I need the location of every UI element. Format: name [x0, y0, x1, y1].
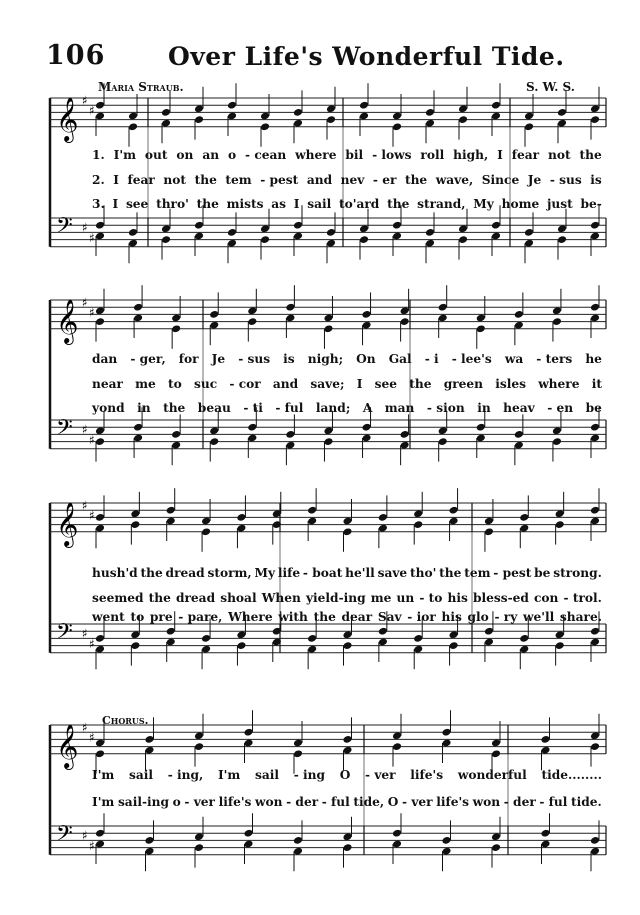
- lyric-syllable: tem: [225, 173, 252, 187]
- lyric-syllable: seemed: [92, 591, 144, 605]
- lyric-syllable: near: [92, 377, 123, 391]
- lyric-syllable: glo: [467, 610, 489, 624]
- lyric-syllable: me: [370, 591, 392, 605]
- treble-clef-icon: 𝄞: [56, 501, 79, 546]
- lyric-syllable: dear: [341, 610, 373, 624]
- lyric-syllable: where: [295, 148, 337, 162]
- lyric-syllable: - en: [547, 401, 574, 415]
- chorus-label: Chorus.: [102, 714, 149, 727]
- lyric-line: [92, 795, 602, 813]
- treble-clef-icon: 𝄞: [56, 723, 79, 768]
- lyric-syllable: - trol.: [563, 591, 602, 605]
- lyric-syllable: o: [172, 795, 181, 809]
- lyric-syllable: he'll: [345, 566, 375, 580]
- key-signature-icon: ♯: [82, 626, 88, 641]
- lyric-syllable: he: [585, 352, 602, 366]
- lyric-syllable: sail: [129, 768, 154, 782]
- lyric-syllable: - lows: [372, 148, 412, 162]
- lyric-syllable: sail-ing: [117, 795, 170, 809]
- hymn-title: Over Life's Wonderful Tide.: [168, 42, 565, 71]
- lyric-syllable: high,: [453, 148, 489, 162]
- lyric-syllable: pre: [149, 610, 173, 624]
- lyric-syllable: it: [591, 377, 602, 391]
- key-signature-icon: ♯: [82, 220, 88, 235]
- lyric-syllable: - pest: [260, 173, 299, 187]
- lyric-syllable: I: [112, 197, 119, 211]
- lyric-syllable: yond: [92, 401, 125, 415]
- lyric-syllable: as: [271, 197, 286, 211]
- lyric-syllable: we'll: [522, 610, 555, 624]
- lyric-syllable: heav: [503, 401, 535, 415]
- lyric-syllable: in: [137, 401, 151, 415]
- lyric-syllable: the: [404, 173, 428, 187]
- lyric-syllable: me: [135, 377, 156, 391]
- lyric-syllable: - ti: [243, 401, 263, 415]
- lyric-syllable: - pest: [493, 566, 532, 580]
- lyric-syllable: his: [441, 610, 462, 624]
- lyric-line: [92, 768, 602, 786]
- key-signature-icon: ♯: [89, 730, 95, 745]
- lyric-syllable: - lee's: [451, 352, 492, 366]
- lyric-syllable: - ful: [275, 401, 304, 415]
- lyric-syllable: beau: [197, 401, 231, 415]
- lyric-syllable: - ver: [402, 795, 433, 809]
- lyric-syllable: nev: [340, 173, 365, 187]
- lyric-syllable: be: [585, 401, 602, 415]
- lyric-syllable: storm,: [207, 566, 252, 580]
- key-signature-icon: ♯: [82, 498, 88, 513]
- lyric-syllable: tide.: [571, 795, 602, 809]
- lyric-syllable: in: [477, 401, 491, 415]
- lyric-syllable: tide........: [541, 768, 602, 782]
- lyric-syllable: the: [148, 591, 171, 605]
- lyric-syllable: the: [140, 566, 163, 580]
- bass-clef-icon: 𝄢: [56, 821, 73, 852]
- lyric-syllable: I'm: [92, 795, 115, 809]
- lyric-line: [92, 197, 602, 215]
- lyric-syllable: an: [202, 148, 220, 162]
- hymn-number: 106: [46, 40, 106, 71]
- lyric-line: [92, 173, 602, 191]
- key-signature-icon: ♯: [82, 93, 88, 108]
- lyric-syllable: see: [125, 197, 149, 211]
- lyric-syllable: the: [196, 197, 219, 211]
- lyric-syllable: the: [439, 566, 462, 580]
- lyric-syllable: thro': [156, 197, 189, 211]
- lyric-syllable: dread: [165, 566, 205, 580]
- key-signature-icon: ♯: [89, 508, 95, 523]
- lyric-syllable: sail: [255, 768, 280, 782]
- bass-clef-icon: 𝄢: [56, 213, 73, 244]
- lyric-syllable: roll: [420, 148, 445, 162]
- lyric-syllable: is: [590, 173, 602, 187]
- lyric-syllable: isles: [495, 377, 526, 391]
- lyric-syllable: the: [387, 197, 410, 211]
- lyric-syllable: on: [176, 148, 194, 162]
- lyric-syllable: see: [374, 377, 397, 391]
- lyric-syllable: the: [194, 173, 217, 187]
- lyric-line: [92, 352, 602, 370]
- lyric-syllable: un: [396, 591, 415, 605]
- lyric-syllable: share.: [559, 610, 602, 624]
- lyric-syllable: the: [579, 148, 602, 162]
- lyric-syllable: My: [473, 197, 494, 211]
- lyric-syllable: - ger,: [130, 352, 166, 366]
- lyric-syllable: On: [356, 352, 376, 366]
- lyric-syllable: I: [293, 197, 300, 211]
- lyric-syllable: - ior: [407, 610, 436, 624]
- lyric-syllable: out: [144, 148, 168, 162]
- lyric-syllable: 2.: [92, 173, 105, 187]
- lyric-syllable: bless-ed: [472, 591, 529, 605]
- lyric-syllable: home: [501, 197, 540, 211]
- lyric-syllable: sail: [307, 197, 332, 211]
- lyric-line: [92, 401, 602, 419]
- lyric-syllable: wave,: [435, 173, 474, 187]
- lyric-syllable: - sion: [426, 401, 465, 415]
- lyric-syllable: - ver: [184, 795, 215, 809]
- lyric-syllable: I'm: [92, 768, 115, 782]
- lyric-syllable: suc: [194, 377, 218, 391]
- lyric-syllable: to: [168, 377, 182, 391]
- lyric-syllable: - sus: [238, 352, 271, 366]
- lyric-line: [92, 591, 602, 609]
- lyric-syllable: life's: [410, 768, 444, 782]
- lyric-line: [92, 377, 602, 395]
- lyric-syllable: with: [278, 610, 308, 624]
- key-signature-icon: ♯: [89, 305, 95, 320]
- lyric-syllable: o: [227, 148, 237, 162]
- bass-clef-icon: 𝄢: [56, 619, 73, 650]
- lyric-syllable: and: [272, 377, 299, 391]
- key-signature-icon: ♯: [89, 838, 95, 853]
- lyric-syllable: Je: [211, 352, 226, 366]
- lyric-syllable: the: [409, 377, 432, 391]
- lyric-syllable: - ver: [365, 768, 396, 782]
- key-signature-icon: ♯: [89, 432, 95, 447]
- lyric-syllable: where: [538, 377, 580, 391]
- lyric-syllable: - boat: [302, 566, 343, 580]
- lyric-syllable: con: [534, 591, 559, 605]
- lyric-syllable: I: [113, 173, 119, 187]
- lyric-syllable: not: [548, 148, 571, 162]
- lyric-syllable: the: [313, 610, 336, 624]
- lyric-syllable: dan: [92, 352, 118, 366]
- lyric-syllable: - der: [286, 795, 319, 809]
- lyric-syllable: Since: [481, 173, 520, 187]
- lyric-syllable: went: [92, 610, 125, 624]
- lyric-syllable: - pare,: [178, 610, 223, 624]
- lyric-syllable: wa: [504, 352, 524, 366]
- lyric-syllable: - er: [372, 173, 397, 187]
- lyric-syllable: - ing,: [167, 768, 204, 782]
- bass-clef-icon: 𝄢: [56, 415, 73, 446]
- key-signature-icon: ♯: [82, 720, 88, 735]
- lyric-syllable: 3.: [92, 197, 105, 211]
- lyric-line: [92, 148, 602, 166]
- lyric-syllable: yield-ing: [305, 591, 366, 605]
- lyric-syllable: A: [362, 401, 373, 415]
- lyric-syllable: - ful: [321, 795, 350, 809]
- lyric-syllable: to'ard: [338, 197, 380, 211]
- lyric-syllable: is: [283, 352, 295, 366]
- lyric-syllable: I: [497, 148, 503, 162]
- lyric-syllable: fear: [127, 173, 155, 187]
- lyric-syllable: dread: [175, 591, 216, 605]
- lyric-syllable: Je: [527, 173, 542, 187]
- lyric-syllable: tho': [409, 566, 437, 580]
- lyric-syllable: land;: [315, 401, 351, 415]
- lyric-syllable: - ters: [536, 352, 573, 366]
- lyric-syllable: - der: [503, 795, 536, 809]
- lyric-syllable: fear: [511, 148, 540, 162]
- lyric-syllable: green: [443, 377, 483, 391]
- lyricist-credit: Maria Straub.: [98, 80, 184, 94]
- lyric-syllable: 1.: [92, 148, 105, 162]
- lyric-syllable: nigh;: [307, 352, 344, 366]
- lyric-syllable: - i: [424, 352, 439, 366]
- lyric-line: [92, 566, 602, 584]
- lyric-syllable: - cean: [245, 148, 287, 162]
- lyric-syllable: save: [377, 566, 408, 580]
- lyric-syllable: his: [447, 591, 468, 605]
- lyric-syllable: Gal: [388, 352, 412, 366]
- lyric-syllable: O: [339, 768, 351, 782]
- lyric-syllable: be-: [580, 197, 602, 211]
- lyric-syllable: be: [534, 566, 551, 580]
- lyric-syllable: When: [261, 591, 301, 605]
- lyric-syllable: I'm: [113, 148, 136, 162]
- lyric-syllable: - sus: [549, 173, 582, 187]
- lyric-syllable: - ful: [539, 795, 568, 809]
- key-signature-icon: ♯: [89, 230, 95, 245]
- lyric-syllable: I'm: [217, 768, 241, 782]
- lyric-syllable: won: [255, 795, 283, 809]
- lyric-syllable: mists: [226, 197, 264, 211]
- key-signature-icon: ♯: [82, 828, 88, 843]
- lyric-syllable: O: [387, 795, 399, 809]
- key-signature-icon: ♯: [82, 422, 88, 437]
- lyric-syllable: strand,: [417, 197, 466, 211]
- lyric-syllable: the: [163, 401, 186, 415]
- lyric-syllable: won: [472, 795, 501, 809]
- key-signature-icon: ♯: [82, 295, 88, 310]
- lyric-syllable: Sav: [377, 610, 402, 624]
- lyric-syllable: My: [254, 566, 276, 580]
- lyric-syllable: - cor: [229, 377, 261, 391]
- lyric-syllable: and: [306, 173, 333, 187]
- lyric-syllable: life's: [436, 795, 470, 809]
- treble-clef-icon: 𝄞: [56, 298, 79, 343]
- lyric-syllable: man: [384, 401, 415, 415]
- lyric-syllable: to: [130, 610, 145, 624]
- lyric-syllable: Where: [228, 610, 273, 624]
- lyric-line: [92, 610, 602, 628]
- lyric-syllable: I: [356, 377, 363, 391]
- lyric-syllable: tide,: [353, 795, 385, 809]
- lyric-syllable: life: [277, 566, 301, 580]
- lyric-syllable: shoal: [220, 591, 257, 605]
- lyric-syllable: for: [178, 352, 199, 366]
- treble-clef-icon: 𝄞: [56, 96, 79, 141]
- lyric-syllable: strong.: [553, 566, 602, 580]
- lyric-syllable: life's: [218, 795, 252, 809]
- lyric-syllable: hush'd: [92, 566, 138, 580]
- composer-credit: S. W. S.: [526, 80, 575, 94]
- lyric-syllable: not: [163, 173, 187, 187]
- lyric-syllable: save;: [310, 377, 345, 391]
- lyric-syllable: tem: [464, 566, 491, 580]
- lyric-syllable: - to: [419, 591, 443, 605]
- key-signature-icon: ♯: [89, 636, 95, 651]
- lyric-syllable: bil: [345, 148, 364, 162]
- lyric-syllable: just: [546, 197, 573, 211]
- lyric-syllable: - ing: [293, 768, 326, 782]
- lyric-syllable: wonderful: [457, 768, 527, 782]
- lyric-syllable: - ry: [494, 610, 518, 624]
- key-signature-icon: ♯: [89, 103, 95, 118]
